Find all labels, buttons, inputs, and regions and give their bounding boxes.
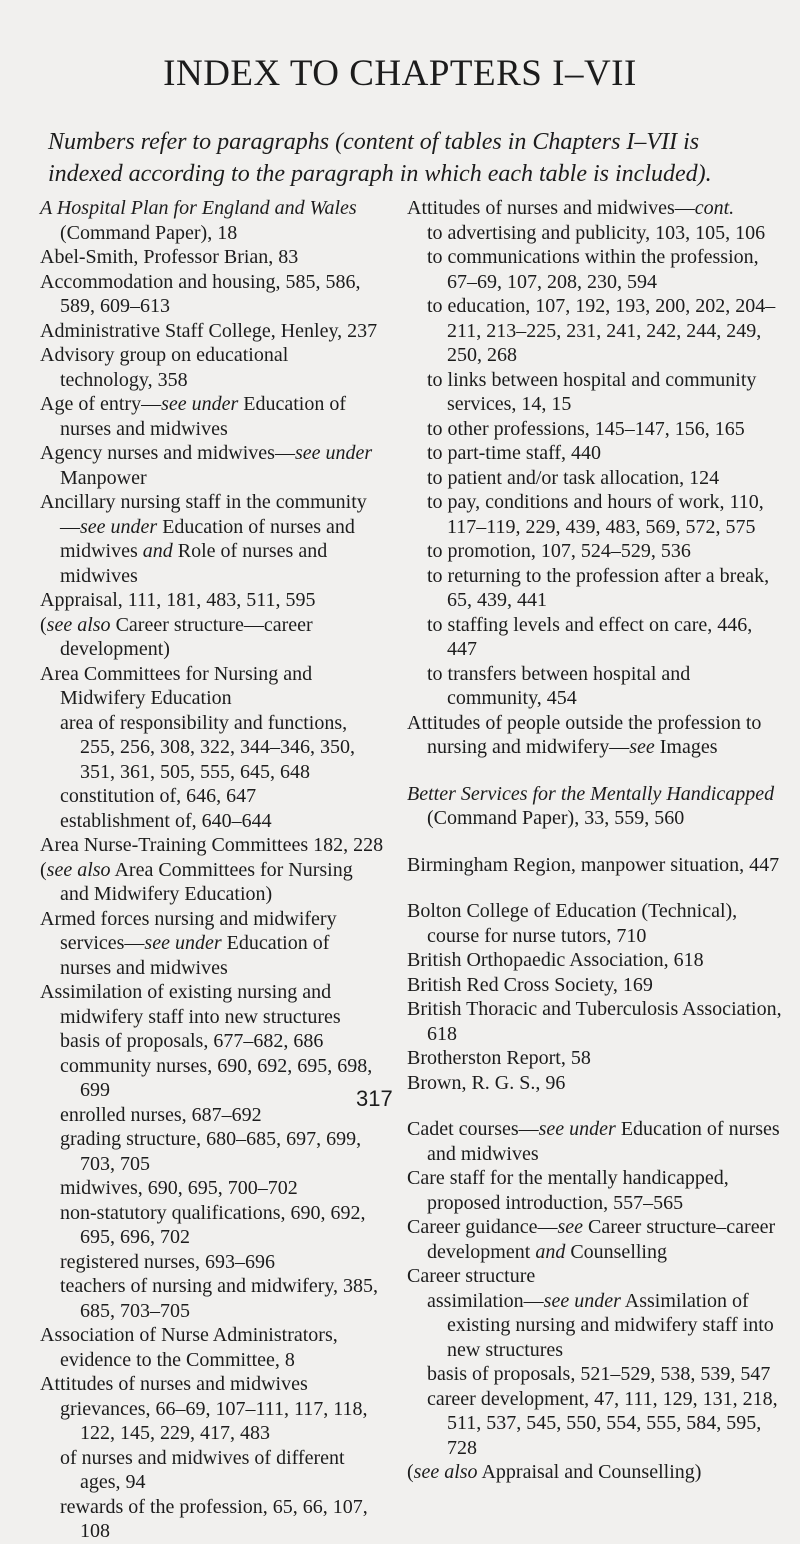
index-entry: Appraisal, 111, 181, 483, 511, 595 <box>40 589 316 611</box>
index-entry: Area Committees for Nursing and Midwifery Education <box>40 662 313 709</box>
page-number: 317 <box>356 1086 393 1111</box>
index-subentry: career development, 47, 111, 129, 131, 218, 511, 537, 545, 550, 554, 555, 584, 595, 728 <box>427 1387 778 1459</box>
index-entry: (see also Career structure—career development) <box>40 613 313 660</box>
right-column <box>407 196 782 1485</box>
index-entry: Accommodation and housing, 585, 586, 589, 609–613 <box>40 270 361 317</box>
index-entry: (see also Area Committees for Nursing and Midwifery Education) <box>40 858 353 905</box>
index-subentry: to advertising and publicity, 103, 105, 106 <box>427 221 766 244</box>
index-subentry: of nurses and midwives of different ages, 94 <box>60 1446 345 1493</box>
index-entry: Brotherston Report, 58 <box>407 1047 591 1069</box>
index-subentry: community nurses, 690, 692, 695, 698, 699 <box>60 1054 373 1101</box>
index-entry: A Hospital Plan for England and Wales (Command Paper), 18 <box>40 197 357 244</box>
index-entry: Brown, R. G. S., 96 <box>407 1071 566 1094</box>
index-title: INDEX TO CHAPTERS I–VII <box>163 53 637 94</box>
index-entry: Agency nurses and midwives—see under Manpower <box>40 442 373 489</box>
index-subentry: teachers of nursing and midwifery, 385, 685, 703–705 <box>60 1275 379 1322</box>
index-entry: Ancillary nursing staff in the community—see under Education of nurses and midwives and Role of nurses and midwives <box>40 491 367 587</box>
index-subentry: to other professions, 145–147, 156, 165 <box>427 417 745 440</box>
index-entry: Attitudes of nurses and midwives <box>40 1373 308 1395</box>
index-entry: Birmingham Region, manpower situation, 447 <box>407 853 780 876</box>
index-subentry: to pay, conditions and hours of work, 110, 117–119, 229, 439, 483, 569, 572, 575 <box>427 491 764 538</box>
index-subentry: to transfers between hospital and community, 454 <box>427 662 691 709</box>
index-subentry: enrolled nurses, 687–692 <box>60 1103 262 1126</box>
index-subentry: midwives, 690, 695, 700–702 <box>60 1177 298 1199</box>
index-subentry: non-statutory qualifications, 690, 692, 695, 696, 702 <box>60 1201 366 1248</box>
left-column <box>40 196 385 1544</box>
index-subentry: to links between hospital and community services, 14, 15 <box>427 368 757 415</box>
index-entry: Age of entry—see under Education of nurses and midwives <box>40 393 347 440</box>
index-entry: Advisory group on educational technology, 358 <box>40 344 289 391</box>
index-subentry: assimilation—see under Assimilation of existing nursing and midwifery staff into new structures <box>427 1289 774 1361</box>
index-entry: Abel-Smith, Professor Brian, 83 <box>40 246 299 268</box>
index-entry: Career structure <box>407 1265 536 1287</box>
index-subentry: to part-time staff, 440 <box>427 442 602 464</box>
index-entry: (see also Appraisal and Counselling) <box>407 1461 702 1483</box>
index-entry: Cadet courses—see under Education of nurses and midwives <box>407 1118 780 1165</box>
index-subentry: basis of proposals, 677–682, 686 <box>60 1030 324 1052</box>
index-subentry: to returning to the profession after a break, 65, 439, 441 <box>427 564 770 611</box>
index-entry: Bolton College of Education (Technical), course for nurse tutors, 710 <box>407 900 738 947</box>
index-entry: British Red Cross Society, 169 <box>407 973 653 996</box>
index-entry: Care staff for the mentally handicapped, proposed introduction, 557–565 <box>407 1167 729 1214</box>
index-subentry: to patient and/or task allocation, 124 <box>427 466 720 489</box>
index-subentry: grading structure, 680–685, 697, 699, 703, 705 <box>60 1128 362 1175</box>
index-entry: Armed forces nursing and midwifery services—see under Education of nurses and midwives <box>40 907 337 979</box>
index-entry: Administrative Staff College, Henley, 237 <box>40 319 378 342</box>
index-subentry: basis of proposals, 521–529, 538, 539, 547 <box>427 1363 771 1385</box>
index-subentry: constitution of, 646, 647 <box>60 785 257 807</box>
index-entry: British Orthopaedic Association, 618 <box>407 949 704 971</box>
index-entry: Better Services for the Mentally Handicapped (Command Paper), 33, 559, 560 <box>407 782 775 829</box>
index-subentry: rewards of the profession, 65, 66, 107, 108 <box>60 1495 368 1542</box>
index-entry: Association of Nurse Administrators, evidence to the Committee, 8 <box>40 1324 338 1371</box>
index-entry: Attitudes of people outside the profession to nursing and midwifery—see Images <box>407 711 762 758</box>
index-subentry: establishment of, 640–644 <box>60 809 272 832</box>
index-subentry: area of responsibility and functions, 255, 256, 308, 322, 344–346, 350, 351, 361, 505, 555, 645, 648 <box>60 711 355 783</box>
index-entry: Assimilation of existing nursing and midwifery staff into new structures <box>40 981 341 1028</box>
index-entry: Career guidance—see Career structure–career development and Counselling <box>407 1216 776 1263</box>
index-entry: Area Nurse-Training Committees 182, 228 <box>40 834 384 856</box>
index-entry: British Thoracic and Tuberculosis Association, 618 <box>407 998 782 1045</box>
index-subentry: grievances, 66–69, 107–111, 117, 118, 122, 145, 229, 417, 483 <box>60 1397 368 1444</box>
index-subentry: registered nurses, 693–696 <box>60 1250 275 1273</box>
index-subentry: to education, 107, 192, 193, 200, 202, 204–211, 213–225, 231, 241, 242, 244, 249, 250, 268 <box>427 295 776 366</box>
index-subentry: to communications within the profession, 67–69, 107, 208, 230, 594 <box>427 246 759 293</box>
index-entry: Attitudes of nurses and midwives—cont. <box>407 197 735 219</box>
index-subtitle: Numbers refer to paragraphs (content of tables in Chapters I–VII is indexed according to the paragraph in which each table is included). <box>48 129 712 187</box>
index-subentry: to promotion, 107, 524–529, 536 <box>427 540 691 562</box>
index-subentry: to staffing levels and effect on care, 446, 447 <box>427 613 753 660</box>
